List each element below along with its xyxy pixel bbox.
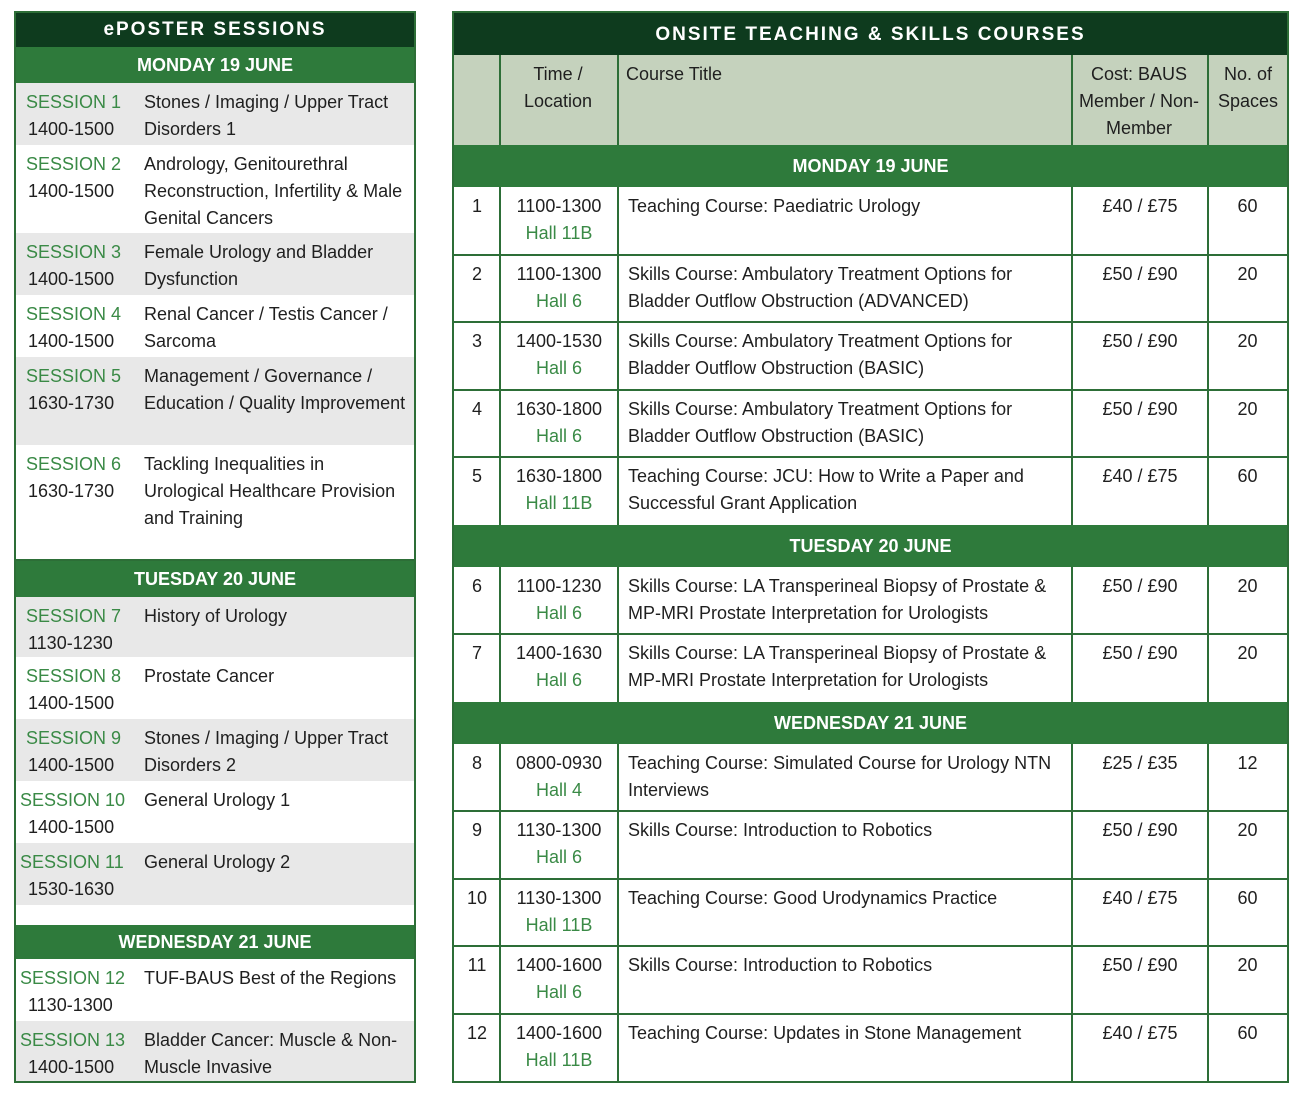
- course-time: 1100-1300: [516, 264, 602, 284]
- eposter-session: [16, 781, 414, 843]
- session-name: SESSION 1: [26, 92, 122, 112]
- row-divider: [454, 945, 1287, 947]
- column-divider: [1207, 744, 1209, 1082]
- session-time: 1530-1630: [28, 879, 115, 899]
- session-title: Renal Cancer / Testis Cancer / Sarcoma: [144, 304, 388, 351]
- session-title: General Urology 2: [144, 852, 291, 872]
- row-divider: [454, 633, 1287, 635]
- session-name: SESSION 2: [26, 154, 122, 174]
- session-name: SESSION 9: [26, 728, 122, 748]
- eposter-session: [16, 83, 414, 145]
- course-number: 1: [471, 196, 482, 216]
- session-name: SESSION 7: [26, 606, 122, 626]
- course-title: Skills Course: Ambulatory Treatment Options for Bladder Outflow Obstruction (BASIC): [628, 331, 1013, 378]
- course-title: Skills Course: LA Transperineal Biopsy of Prostate & MP-MRI Prostate Interpretation for Urologists: [628, 576, 1047, 623]
- course-number: 12: [466, 1023, 488, 1043]
- course-spaces: 60: [1237, 196, 1258, 216]
- course-cost: £50 / £90: [1102, 643, 1178, 663]
- course-cost: £50 / £90: [1102, 264, 1178, 284]
- header-time-location: Time / Location: [523, 64, 593, 111]
- course-location: Hall 6: [535, 847, 583, 867]
- course-number: 3: [471, 331, 482, 351]
- course-time-location: [500, 261, 618, 315]
- course-time-location: [500, 193, 618, 247]
- row-divider: [454, 810, 1287, 812]
- course-number: 7: [471, 643, 482, 663]
- session-name: SESSION 8: [26, 666, 122, 686]
- course-cost: £40 / £75: [1102, 888, 1178, 908]
- eposter-session: [16, 357, 414, 445]
- course-number: 8: [471, 753, 482, 773]
- column-divider: [617, 187, 619, 525]
- course-spaces: 20: [1237, 955, 1258, 975]
- eposter-sessions-panel: [14, 11, 416, 1083]
- column-divider: [1207, 187, 1209, 525]
- course-time-location: [500, 817, 618, 871]
- course-time-location: [500, 640, 618, 694]
- session-title: Stones / Imaging / Upper Tract Disorders 1: [144, 92, 389, 139]
- session-time: 1400-1500: [28, 693, 115, 713]
- eposter-day-wednesday: WEDNESDAY 21 JUNE: [16, 925, 414, 959]
- course-title: Skills Course: Ambulatory Treatment Options for Bladder Outflow Obstruction (ADVANCED): [628, 264, 1013, 311]
- course-time: 1630-1800: [515, 399, 603, 419]
- header-spaces: No. of Spaces: [1217, 64, 1279, 111]
- course-number: 10: [466, 888, 488, 908]
- column-divider: [499, 567, 501, 703]
- session-name: SESSION 12: [20, 968, 126, 988]
- course-number: 11: [467, 955, 487, 975]
- course-time-location: [500, 952, 618, 1006]
- eposter-session: [16, 843, 414, 905]
- column-divider: [617, 55, 619, 145]
- course-location: Hall 6: [535, 603, 583, 623]
- course-cost: £40 / £75: [1102, 1023, 1178, 1043]
- course-cost: £40 / £75: [1102, 196, 1178, 216]
- course-location: Hall 11B: [525, 1050, 593, 1070]
- eposter-session: [16, 597, 414, 657]
- course-time-location: [500, 885, 618, 939]
- course-title: Teaching Course: Updates in Stone Management: [628, 1023, 1022, 1043]
- course-number: 6: [471, 576, 482, 596]
- course-cost: £50 / £90: [1102, 576, 1178, 596]
- session-title: Female Urology and Bladder Dysfunction: [144, 242, 374, 289]
- column-divider: [617, 744, 619, 1082]
- column-divider: [1071, 187, 1073, 525]
- courses-title: ONSITE TEACHING & SKILLS COURSES: [454, 13, 1287, 55]
- row-divider: [454, 389, 1287, 391]
- course-number: 5: [471, 466, 482, 486]
- row-divider: [454, 254, 1287, 256]
- course-title: Skills Course: LA Transperineal Biopsy of Prostate & MP-MRI Prostate Interpretation for Urologists: [628, 643, 1047, 690]
- eposter-session: [16, 1021, 414, 1081]
- course-time: 1100-1300: [516, 196, 602, 216]
- header-course-title: Course Title: [626, 64, 723, 84]
- course-location: Hall 11B: [525, 223, 593, 243]
- session-time: 1400-1500: [28, 269, 115, 289]
- course-time: 1400-1600: [515, 955, 603, 975]
- session-time: 1400-1500: [28, 331, 115, 351]
- column-divider: [1207, 55, 1209, 145]
- session-title: History of Urology: [144, 606, 288, 626]
- course-location: Hall 11B: [525, 915, 593, 935]
- session-name: SESSION 4: [26, 304, 122, 324]
- course-time: 1130-1300: [516, 888, 602, 908]
- course-cost: £50 / £90: [1102, 820, 1178, 840]
- course-time-location: [500, 463, 618, 517]
- course-time-location: [500, 1020, 618, 1074]
- eposter-session: [16, 719, 414, 781]
- course-time: 1400-1630: [515, 643, 603, 663]
- eposter-session: [16, 295, 414, 357]
- eposter-day-tuesday: TUESDAY 20 JUNE: [16, 559, 414, 597]
- session-time: 1400-1500: [28, 119, 115, 139]
- course-cost: £50 / £90: [1102, 955, 1178, 975]
- course-title: Skills Course: Introduction to Robotics: [628, 820, 933, 840]
- eposter-session: [16, 959, 414, 1021]
- course-spaces: 20: [1237, 576, 1258, 596]
- eposter-session: [16, 145, 414, 233]
- session-title: Bladder Cancer: Muscle & Non-Muscle Invasive: [144, 1030, 398, 1077]
- column-divider: [499, 55, 501, 145]
- column-divider: [617, 567, 619, 703]
- course-spaces: 20: [1237, 331, 1258, 351]
- course-title: Skills Course: Introduction to Robotics: [628, 955, 933, 975]
- eposter-session: [16, 445, 414, 559]
- course-time: 0800-0930: [515, 753, 603, 773]
- session-title: TUF-BAUS Best of the Regions: [144, 968, 397, 988]
- session-time: 1630-1730: [28, 481, 115, 501]
- session-time: 1400-1500: [28, 1057, 115, 1077]
- course-time-location: [500, 328, 618, 382]
- course-spaces: 20: [1237, 820, 1258, 840]
- session-name: SESSION 3: [26, 242, 122, 262]
- session-time: 1630-1730: [28, 393, 115, 413]
- session-name: SESSION 10: [20, 790, 126, 810]
- course-spaces: 20: [1237, 264, 1258, 284]
- session-title: General Urology 1: [144, 790, 291, 810]
- eposter-session: [16, 657, 414, 719]
- column-divider: [1207, 567, 1209, 703]
- course-time: 1400-1530: [515, 331, 603, 351]
- course-location: Hall 6: [535, 670, 583, 690]
- course-time: 1130-1300: [516, 820, 602, 840]
- session-title: Andrology, Genitourethral Reconstruction, Infertility & Male Genital Cancers: [144, 154, 403, 228]
- session-title: Management / Governance / Education / Quality Improvement: [144, 366, 406, 413]
- session-name: SESSION 11: [20, 852, 124, 872]
- course-location: Hall 6: [535, 358, 583, 378]
- session-name: SESSION 5: [26, 366, 122, 386]
- course-cost: £25 / £35: [1102, 753, 1178, 773]
- course-day-header: WEDNESDAY 21 JUNE: [454, 702, 1287, 744]
- session-title: Prostate Cancer: [144, 666, 275, 686]
- course-time-location: [500, 750, 618, 804]
- column-divider: [1071, 55, 1073, 145]
- course-day-header: TUESDAY 20 JUNE: [454, 525, 1287, 567]
- column-divider: [499, 187, 501, 525]
- row-divider: [454, 321, 1287, 323]
- eposter-title: ePOSTER SESSIONS: [16, 13, 414, 47]
- session-time: 1400-1500: [28, 817, 115, 837]
- column-divider: [499, 744, 501, 1082]
- session-name: SESSION 6: [26, 454, 122, 474]
- course-title: Teaching Course: Simulated Course for Urology NTN Interviews: [628, 753, 1052, 800]
- course-cost: £50 / £90: [1102, 399, 1178, 419]
- session-time: 1130-1300: [28, 995, 113, 1015]
- course-time-location: [500, 573, 618, 627]
- session-title: Tackling Inequalities in Urological Healthcare Provision and Training: [144, 454, 396, 528]
- eposter-day-monday: MONDAY 19 JUNE: [16, 47, 414, 83]
- course-title: Teaching Course: Good Urodynamics Practice: [628, 888, 998, 908]
- courses-table: [452, 11, 1289, 1083]
- eposter-session: [16, 233, 414, 295]
- course-location: Hall 6: [535, 982, 583, 1002]
- course-time: 1400-1600: [515, 1023, 603, 1043]
- course-time: 1100-1230: [516, 576, 602, 596]
- course-spaces: 20: [1237, 643, 1258, 663]
- course-location: Hall 6: [535, 291, 583, 311]
- row-divider: [454, 1013, 1287, 1015]
- session-title: Stones / Imaging / Upper Tract Disorders 2: [144, 728, 389, 775]
- course-spaces: 60: [1237, 466, 1258, 486]
- row-divider: [454, 878, 1287, 880]
- column-divider: [1071, 744, 1073, 1082]
- session-time: 1400-1500: [28, 181, 115, 201]
- course-number: 9: [471, 820, 482, 840]
- row-divider: [454, 456, 1287, 458]
- course-title: Skills Course: Ambulatory Treatment Options for Bladder Outflow Obstruction (BASIC): [628, 399, 1013, 446]
- course-time-location: [500, 396, 618, 450]
- course-cost: £40 / £75: [1102, 466, 1178, 486]
- column-divider: [1071, 567, 1073, 703]
- session-time: 1130-1230: [28, 633, 113, 653]
- course-spaces: 12: [1237, 753, 1258, 773]
- course-number: 2: [471, 264, 482, 284]
- course-spaces: 20: [1237, 399, 1258, 419]
- course-time: 1630-1800: [515, 466, 603, 486]
- course-location: Hall 4: [535, 780, 583, 800]
- course-title: Teaching Course: JCU: How to Write a Paper and Successful Grant Application: [628, 466, 1024, 513]
- course-location: Hall 6: [535, 426, 583, 446]
- course-spaces: 60: [1237, 888, 1258, 908]
- course-number: 4: [471, 399, 482, 419]
- session-name: SESSION 13: [20, 1030, 126, 1050]
- course-spaces: 60: [1237, 1023, 1258, 1043]
- course-day-header: MONDAY 19 JUNE: [454, 145, 1287, 187]
- course-title: Teaching Course: Paediatric Urology: [628, 196, 921, 216]
- header-cost: Cost: BAUS Member / Non-Member: [1078, 64, 1200, 138]
- course-cost: £50 / £90: [1102, 331, 1178, 351]
- course-location: Hall 11B: [525, 493, 593, 513]
- session-time: 1400-1500: [28, 755, 115, 775]
